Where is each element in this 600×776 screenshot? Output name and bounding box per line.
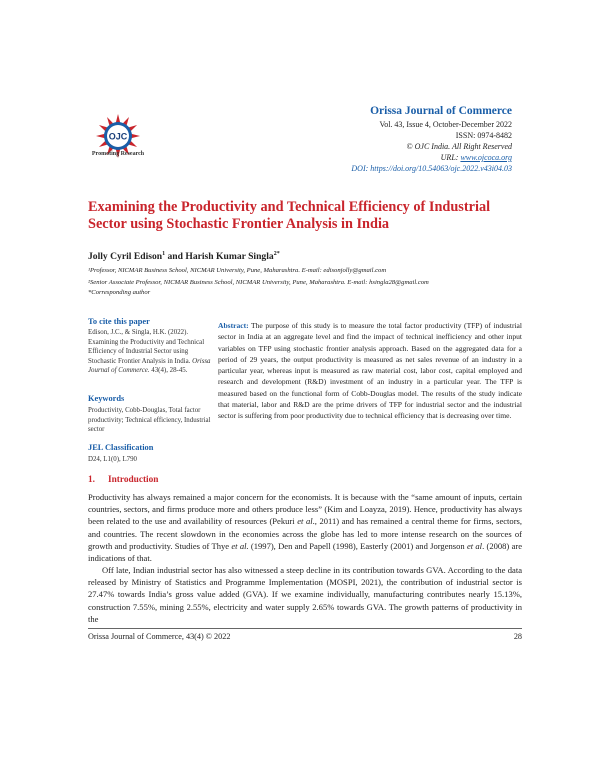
abstract: Abstract: The purpose of this study is to measure the total factor productivity (TFP) of industrial sector in India at an aggregate level and find the impact of technical inefficiency and other input variables on TFP using stochastic frontier analysis approach. Based on the aggregated data for a period of 29 years, the output productivity is measured as net sales revenue of an industry in a particular year, whereas input is measured as raw material cost, labor cost, capital employed and research and development (R&D) investment of an industry in a particular year. The TFP is measured based on the functional form of Cobb-Douglas model. The results of the study indicate that material, labor and R&D are the prime drivers of TFP for industrial sector and the industrial sector is suffering from poor productivity due to technical efficiency that is decreasing over time. <box>218 321 522 421</box>
jel-text: D24, L1(0), L790 <box>88 456 137 463</box>
journal-header <box>351 104 512 174</box>
url-label: URL: <box>440 153 459 162</box>
keywords-heading: Keywords <box>88 394 125 403</box>
keywords-text: Productivity, Cobb-Douglas, Total factor productivity; Technical efficiency, Industrial sector <box>88 407 211 433</box>
footer-citation: Orissa Journal of Commerce, 43(4) © 2022 <box>88 632 231 641</box>
abstract-label: Abstract: <box>218 321 249 330</box>
svg-text:OJC: OJC <box>108 131 128 142</box>
section-heading-introduction: 1. Introduction <box>88 475 159 485</box>
journal-url-link[interactable]: www.ojcoca.org <box>460 153 512 162</box>
journal-copyright: © OJC India. All Right Reserved <box>406 142 512 151</box>
page-number: 28 <box>513 632 522 641</box>
cite-heading: To cite this paper <box>88 317 150 326</box>
affiliation-2: ²Senior Associate Professor, NICMAR Business School, NICMAR University, Pune, Maharashtra. E-mail: hsingla28@gmail.com <box>88 279 429 286</box>
journal-volume: Vol. 43, Issue 4, October-December 2022 <box>379 120 512 129</box>
footer-rule <box>88 628 522 629</box>
cite-text: Edison, J.C., & Singla, H.K. (2022). Examining the Productivity and Technical Efficiency of Industrial Sector using Stochastic Frontier Analysis in India. Orissa Journal of Commerce. 43(4), 28-45. <box>88 329 211 374</box>
logo-caption: Promoting Research <box>91 151 145 157</box>
author-1: Jolly Cyril Edison <box>88 251 163 263</box>
paper-title: Examining the Productivity and Technical Efficiency of Industrial Sector using Stochastic Frontier Analysis in India <box>88 199 491 232</box>
author-2: Harish Kumar Singla <box>185 251 274 263</box>
journal-name: Orissa Journal of Commerce <box>370 105 512 117</box>
jel-heading: JEL Classification <box>88 443 154 452</box>
intro-paragraph-1: Productivity has always remained a major concern for the economists. It is because with the “same amount of inputs, certain countries, sectors, and firms produce more and others produce less” (Kim and Loayza, 2019). Hence, productivity has always been related to the use and availability of resources (Pekuri et al., 2011) and has remained a central theme for firms, sectors, and countries. The recent slowdown in the economies across the globe has led to more intense research on the sources of growth and productivity. Studies of Thye et al. (1997), Den and Papell (1998), Easterly (2001) and Jorgenson et al. (2008) are indications of that. <box>88 492 523 564</box>
author-line: Jolly Cyril Edison$^1$ and Harish Kumar Singla$^{2*}$ <box>88 251 280 263</box>
corresponding-note: *Corresponding author <box>88 289 151 296</box>
doi-link[interactable]: DOI: https://doi.org/10.54063/ojc.2022.v43i04.03 <box>351 164 512 173</box>
journal-issn: ISSN: 0974-8482 <box>455 131 512 140</box>
intro-paragraph-2: Off late, Indian industrial sector has also witnessed a steep decline in its contribution towards GVA. According to the data released by Ministry of Statistics and Programme Implementation (MOSPI, 2021), the contribution of industrial sector is 27.47% towards India’s gross value added (GVA). If we examine individually, manufacturing contributes nearly 15.13%, construction 7.55%, mining 2.55%, electricity and water supply 2.65% towards GVA. The growth patterns of productivity in the <box>88 565 522 624</box>
affiliation-1: ¹Professor, NICMAR Business School, NICMAR University, Pune, Maharashtra. E-mail: edisonjolly@gmail.com <box>88 267 387 274</box>
